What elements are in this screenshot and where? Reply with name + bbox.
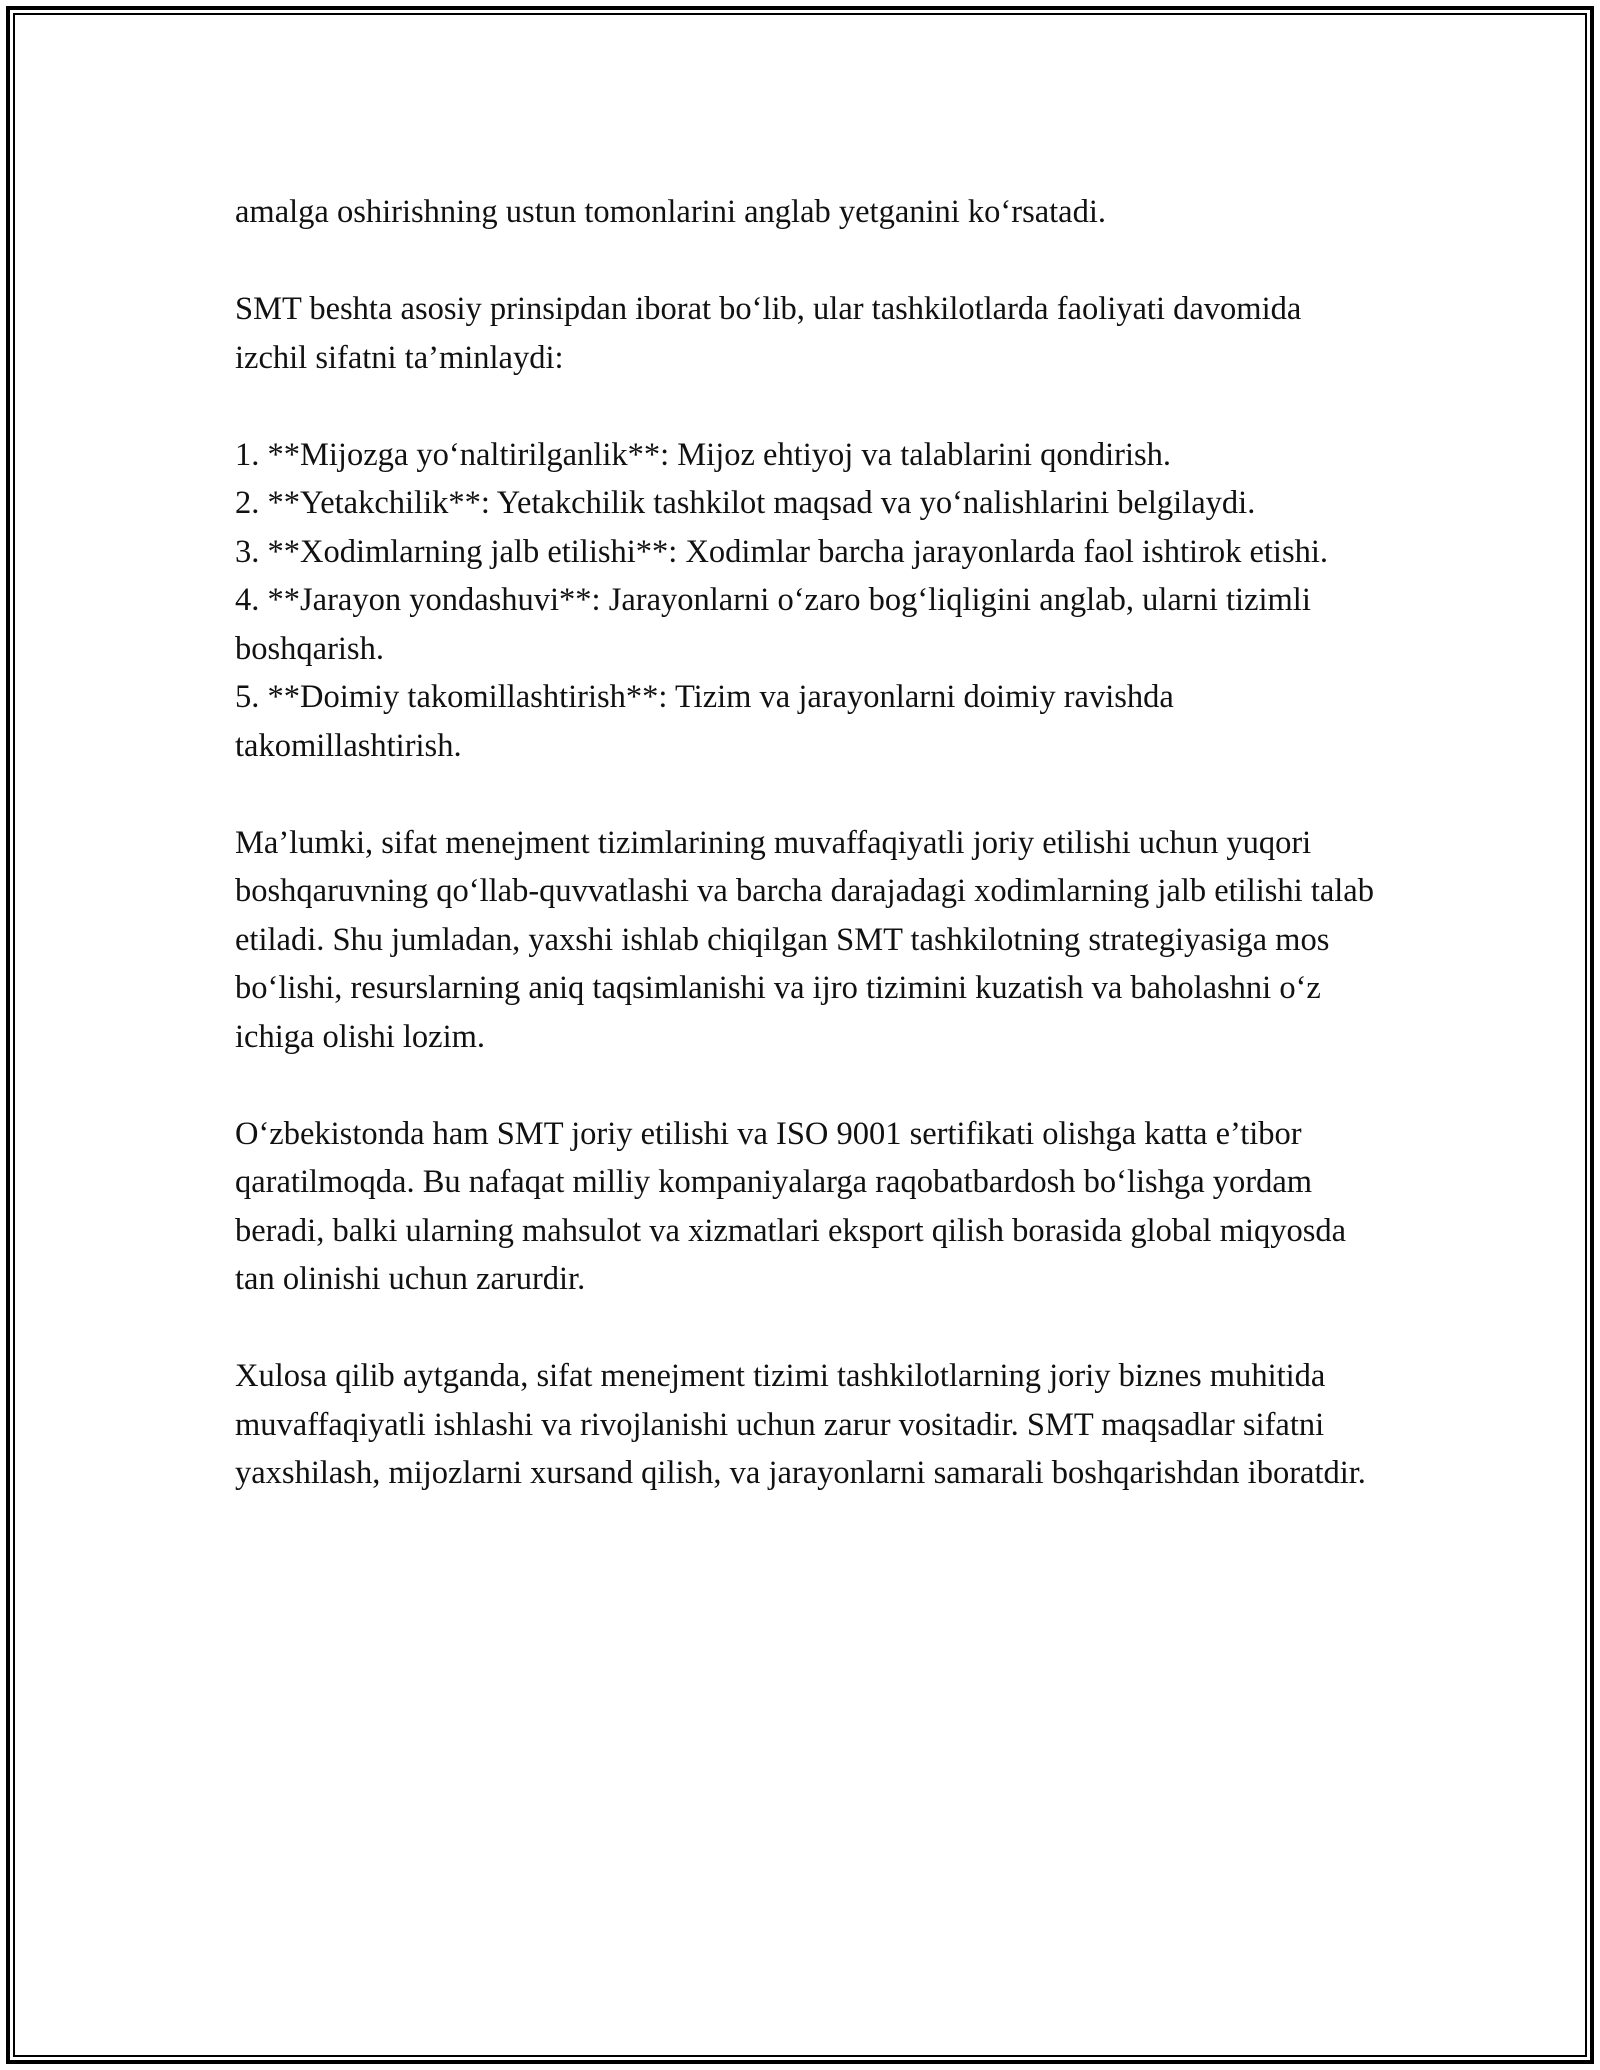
paragraph-uzbekistan: O‘zbekistonda ham SMT joriy etilishi va ISO 9001 sertifikati olishga katta e’tibor qaratilmoqda. Bu nafaqat milliy kompaniyalarga raqobatbardosh bo‘lishga yordam beradi, balki ularning mahsulot va xizmatlari eksport qilish borasida global miqyosda tan olinishi uchun zarurdir. [235,1115,1347,1297]
list-item: 3. **Xodimlarning jalb etilishi**: Xodimlar barcha jarayonlarda faol ishtirok etishi. [235,533,1329,570]
paragraph-principles-intro: SMT beshta asosiy prinsipdan iborat bo‘lib, ular tashkilotlarda faoliyati davomida izchil sifatni ta’minlaydi: [235,291,1302,376]
list-item: 2. **Yetakchilik**: Yetakchilik tashkilot maqsad va yo‘nalishlarini belgilaydi. [235,485,1256,521]
paragraph-intro-tail: amalga oshirishning ustun tomonlarini anglab yetganini ko‘rsatadi. [235,194,1107,230]
paragraph-support: Ma’lumki, sifat menejment tizimlarining muvaffaqiyatli joriy etilishi uchun yuqori boshqaruvning qo‘llab-quvvatlashi va barcha darajadagi xodimlarning jalb etilishi talab etiladi. Shu jumladan, yaxshi ishlab chiqilgan SMT tashkilotning strategiyasiga mos bo‘lishi, resurslarning aniq taqsimlanishi va ijro tizimini kuzatish va baholashni o‘z ichiga olishi lozim. [235,824,1374,1055]
list-item: 1. **Mijozga yo‘naltirilganlik**: Mijoz ehtiyoj va talablarini qondirish. [235,436,1172,473]
list-item: 4. **Jarayon yondashuvi**: Jarayonlarni o‘zaro bog‘liqligini anglab, ularni tizimli boshqarish. [235,582,1311,667]
document-body [235,188,1375,1546]
principles-list [235,431,1375,771]
paragraph-conclusion: Xulosa qilib aytganda, sifat menejment tizimi tashkilotlarning joriy biznes muhitida muvaffaqiyatli ishlashi va rivojlanishi uchun zarur vositadir. SMT maqsadlar sifatni yaxshilash, mijozlarni xursand qilish, va jarayonlarni samarali boshqarishdan iboratdir. [235,1358,1366,1491]
list-item: 5. **Doimiy takomillashtirish**: Tizim va jarayonlarni doimiy ravishda takomillashtirish. [235,679,1174,764]
